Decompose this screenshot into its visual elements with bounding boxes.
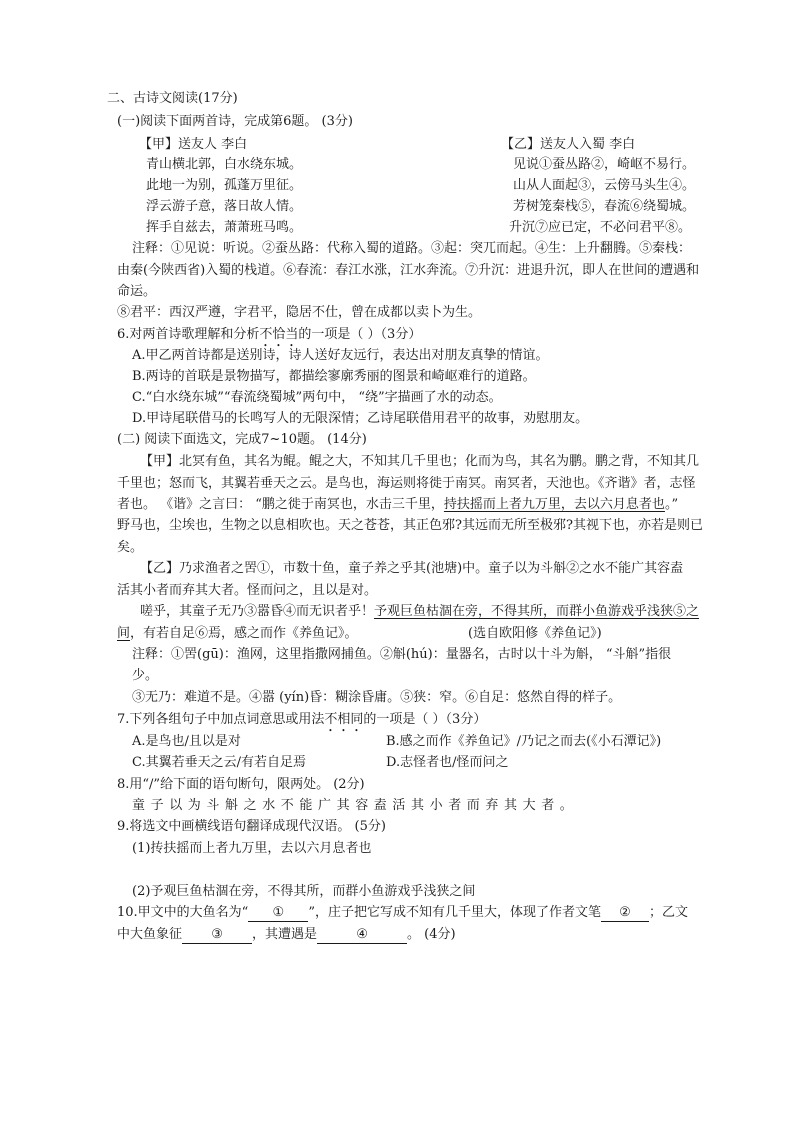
answer-blank-3[interactable]: ③ — [182, 927, 252, 944]
option-d: D.甲诗尾联借马的长鸣写人的无限深情；乙诗尾联借用君平的故事，劝慰朋友。 — [132, 411, 589, 426]
option-a: A.是鸟也/且以是对 — [132, 734, 241, 749]
note-line: 注释：①罟(gū)：渔网，这里指撒网捕鱼。②斛(hú)：量器名，古时以十斗为斛， “斗斛”指很 — [132, 647, 672, 662]
text-b-line: 【乙】乃求渔者之罟①，市数十鱼，童子养之乎其(池塘)中。童子以为斗斛②之水不能广其容盍 — [140, 561, 684, 576]
question-8-stem: 8.用“/”给下面的语句断句，限两处。 (2分) — [117, 777, 365, 792]
poem-b-line: 芳树笼秦栈⑤，春流⑥绕蜀城。 — [513, 199, 696, 214]
answer-blank-2[interactable]: ② — [601, 905, 649, 922]
poem-a-line: 浮云游子意，落日故人情。 — [146, 199, 303, 214]
poem-b-title: 【乙】送友人入蜀 李白 — [501, 137, 636, 152]
text-b-line: 活其小者而弃其大者。怪而问之，且以是对。 — [117, 583, 378, 598]
note-line: 注释：①见说：听说。②蚕丛路：代称入蜀的道路。③起：突兀而起。④生：上升翻腾。⑤秦栈： — [132, 241, 692, 256]
poem-b-line: 升沉⑦应已定，不必问君平⑧。 — [509, 220, 692, 235]
source-citation: (选自欧阳修《养鱼记》) — [468, 626, 602, 641]
option-a: A.甲乙两首诗都是送别诗，诗人送好友远行，表达出对朋友真挚的情谊。 — [132, 348, 549, 363]
poem-a-title: 【甲】送友人 李白 — [139, 137, 248, 152]
text-a-line: 千里也；怒而飞，其翼若垂天之云。是鸟也，海运则将徙于南冥。南冥者，天池也。《齐谐》者，志怪 — [117, 476, 696, 491]
note-line: 少。 — [132, 668, 159, 683]
option-b: B.感之而作《养鱼记》/乃记之而去(《小石潭记》) — [386, 734, 662, 749]
option-c: C.其翼若垂天之云/有若自足焉 — [132, 755, 306, 770]
note-line: ⑧君平：西汉严遵，字君平，隐居不仕，曾在成都以卖卜为生。 — [117, 305, 482, 320]
option-b: B.两诗的首联是景物描写，都描绘寥廓秀丽的图景和崎岖难行的道路。 — [132, 369, 536, 384]
option-d: D.志怪者也/怪而问之 — [386, 755, 509, 770]
part1-heading: (一)阅读下面两首诗，完成第6题。 (3分) — [117, 114, 353, 129]
question-8-sentence: 童子以为斗斛之水不能广其容盍活其小者而弃其大者。 — [132, 798, 579, 813]
question-9-item: (2)予观巨鱼枯涸在旁，不得其所，而群小鱼游戏乎浅狭之间 — [132, 884, 476, 899]
poem-b-line: 见说①蚕丛路②，崎岖不易行。 — [513, 157, 696, 172]
emphasis-text: 不相同 — [324, 712, 364, 727]
text-b-line: 间，有若自足⑥焉，感之而作《养鱼记》。 — [117, 626, 358, 641]
poem-a-line: 挥手自兹去，萧萧班马鸣。 — [146, 220, 303, 235]
underlined-sentence: 持扶摇而上者九万里，去以六月息者也 — [443, 497, 665, 512]
section-title: 二、古诗文阅读(17分) — [107, 91, 238, 106]
part2-heading: (二) 阅读下面选文，完成7~10题。 (14分) — [117, 432, 367, 447]
answer-blank-1[interactable]: ① — [248, 905, 308, 922]
question-10-line1: 10.甲文中的大鱼名为“ ① ”，庄子把它写成不知有几千里大，体现了作者文笔 ② ；乙文 — [117, 905, 688, 920]
question-6-stem: 6.对两首诗歌理解和分析不恰当的一项是（ ）（3分） — [117, 327, 422, 342]
question-9-stem: 9.将选文中画横线语句翻译成现代汉语。 (5分) — [117, 819, 386, 834]
text-a-line: 矣。 — [117, 540, 144, 555]
poem-b-line: 山从人面起③，云傍马头生④。 — [513, 178, 696, 193]
answer-blank-4[interactable]: ④ — [317, 927, 407, 944]
note-line: 由秦(今陕西省)入蜀的栈道。⑥春流：春江水涨，江水奔流。⑦升沉：进退升沉，即人在世间的遭遇和 — [117, 263, 700, 278]
question-7-stem: 7.下列各组句子中加点词意思或用法不相同的一项是（ ）（3分） — [117, 712, 487, 727]
note-line: ③无乃：难道不是。④嚣 (yín)昏：糊涂昏庸。⑤狭：窄。⑥自足：悠然自得的样子。 — [132, 690, 622, 705]
question-9-item: (1)抟扶摇而上者九万里，去以六月息者也 — [132, 841, 372, 856]
option-c: C.“白水绕东城”“春流绕蜀城”两句中， “绕”字描画了水的动态。 — [132, 390, 502, 405]
note-line: 命运。 — [117, 284, 157, 299]
poem-a-line: 青山横北郭，白水绕东城。 — [146, 157, 303, 172]
underlined-sentence: 间 — [117, 626, 131, 641]
text-a-line: 野马也，尘埃也，生物之以息相吹也。天之苍苍，其正色邪?其远而无所至极邪?其视下也，亦若是则已 — [117, 518, 703, 533]
poem-a-line: 此地一为别，孤蓬万里征。 — [146, 178, 303, 193]
text-a-line: 【甲】北冥有鱼，其名为鲲。鲲之大，不知其几千里也；化而为鸟，其名为鹏。鹏之背，不知其几 — [140, 454, 700, 469]
underlined-sentence: 予观巨鱼枯涸在旁，不得其所，而群小鱼游戏乎浅狭⑤之 — [374, 604, 700, 619]
emphasis-text: 不恰当 — [259, 327, 299, 342]
text-b-line: 嗟乎，其童子无乃③嚣昏④而无识者乎！予观巨鱼枯涸在旁，不得其所，而群小鱼游戏乎浅狭⑤之 — [140, 604, 700, 619]
question-10-line2: 中大鱼象征 ③ ，其遭遇是 ④ 。 (4分) — [117, 927, 456, 942]
text-a-line: 者也。 《谐》之言曰： “鹏之徙于南冥也，水击三千里，持扶摇而上者九万里，去以六月息者也。” — [117, 497, 679, 512]
